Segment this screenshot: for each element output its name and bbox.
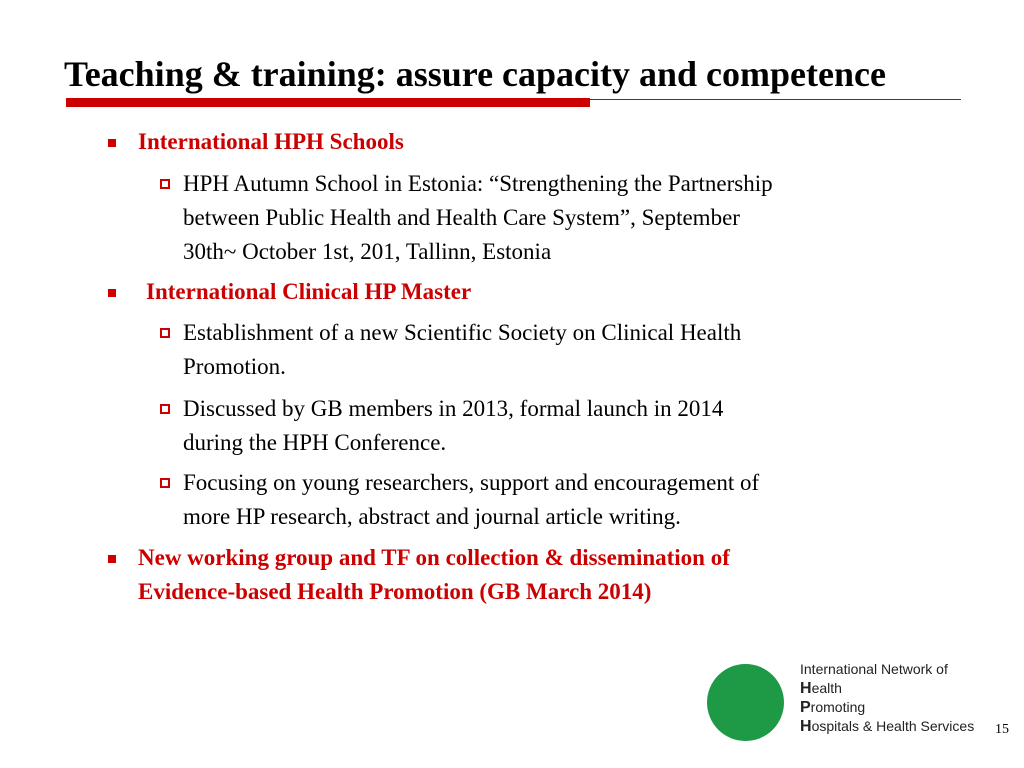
hollow-square-bullet-icon xyxy=(160,328,170,338)
logo-line-promoting: Promoting xyxy=(800,699,866,716)
square-bullet-icon xyxy=(108,139,116,147)
bullet-text: International Clinical HP Master xyxy=(146,279,472,304)
bullet-text: International HPH Schools xyxy=(138,129,404,154)
sub-bullet-line: 30th~ October 1st, 201, Tallinn, Estonia xyxy=(183,239,552,264)
sub-bullet-line: Promotion. xyxy=(183,354,286,379)
hollow-square-bullet-icon xyxy=(160,179,170,189)
sub-bullet-line: between Public Health and Health Care System”, September xyxy=(183,205,740,230)
bullet-text-line: New working group and TF on collection & dissemination of xyxy=(138,545,730,570)
sub-bullet-line: more HP research, abstract and journal article writing. xyxy=(183,504,681,529)
logo-line-health: Health xyxy=(800,680,842,697)
logo-line-hospitals: Hospitals & Health Services xyxy=(800,718,975,735)
hph-logo-circle-icon xyxy=(707,664,784,741)
title-underline-thick xyxy=(66,98,590,107)
square-bullet-icon xyxy=(108,289,116,297)
bullet-text-line: Evidence-based Health Promotion (GB March 2014) xyxy=(138,579,652,604)
logo-line-network: International Network of xyxy=(800,661,948,677)
sub-bullet-line: during the HPH Conference. xyxy=(183,430,447,455)
hollow-square-bullet-icon xyxy=(160,478,170,488)
hph-logo-text xyxy=(800,660,974,736)
slide-title: Teaching & training: assure capacity and competence xyxy=(64,54,886,94)
sub-bullet-line: Focusing on young researchers, support and encouragement of xyxy=(183,470,760,495)
title-underline-thin xyxy=(590,99,961,100)
sub-bullet-line: Discussed by GB members in 2013, formal launch in 2014 xyxy=(183,396,724,421)
square-bullet-icon xyxy=(108,555,116,563)
page-number: 15 xyxy=(995,722,1009,737)
hollow-square-bullet-icon xyxy=(160,404,170,414)
sub-bullet-line: HPH Autumn School in Estonia: “Strengthening the Partnership xyxy=(183,171,773,196)
sub-bullet-line: Establishment of a new Scientific Society on Clinical Health xyxy=(183,320,742,345)
